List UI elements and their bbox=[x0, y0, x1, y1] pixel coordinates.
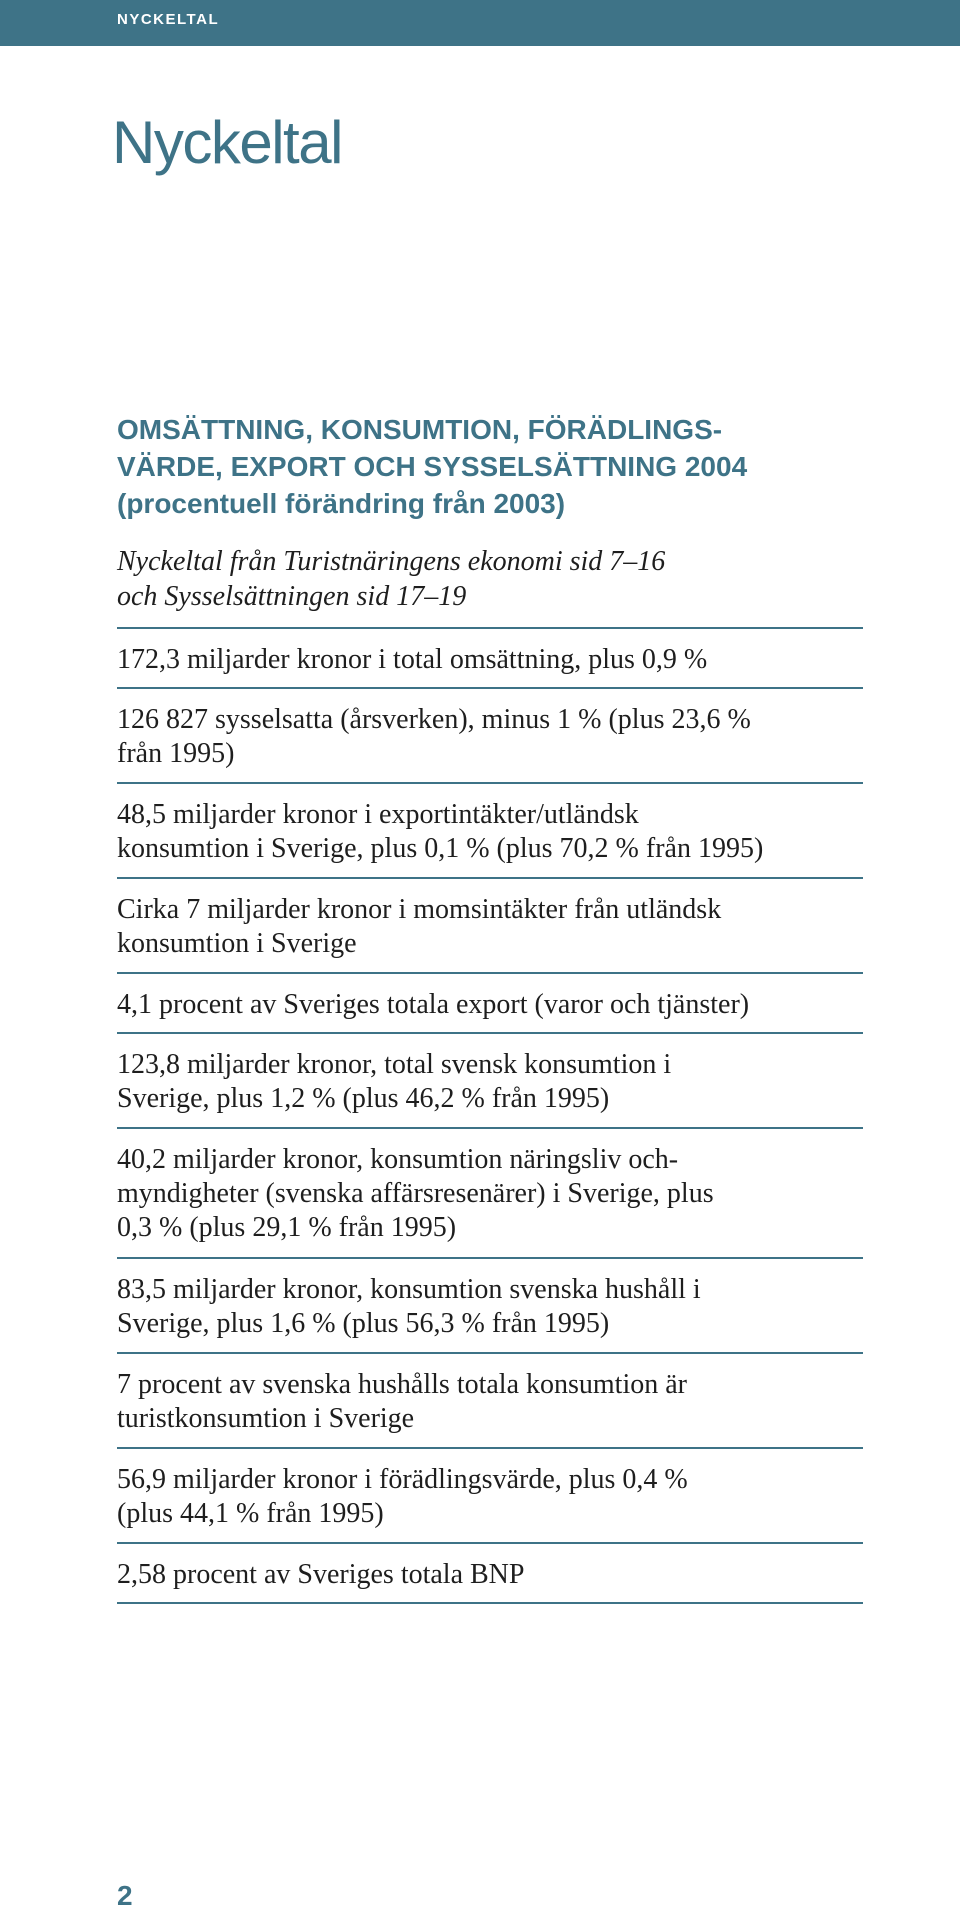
section-label: NYCKELTAL bbox=[117, 11, 220, 28]
key-figure-line: 40,2 miljarder kronor, konsumtion näringsliv och- bbox=[117, 1144, 679, 1175]
key-figure-item bbox=[117, 1129, 863, 1259]
section-heading-line: VÄRDE, EXPORT OCH SYSSELSÄTTNING 2004 bbox=[117, 451, 748, 482]
key-figure-line: Sverige, plus 1,2 % (plus 46,2 % från 1995) bbox=[117, 1083, 610, 1114]
key-figure-item bbox=[117, 879, 863, 974]
key-figure-line: konsumtion i Sverige bbox=[117, 928, 357, 959]
key-figure-item bbox=[117, 1259, 863, 1354]
page-number: 2 bbox=[117, 1880, 133, 1911]
key-figure-line: 172,3 miljarder kronor i total omsättning, plus 0,9 % bbox=[117, 644, 708, 675]
key-figure-line: från 1995) bbox=[117, 738, 235, 769]
key-figure-line: 48,5 miljarder kronor i exportintäkter/utländsk bbox=[117, 799, 639, 830]
key-figure-line: Sverige, plus 1,6 % (plus 56,3 % från 1995) bbox=[117, 1308, 610, 1339]
section-heading bbox=[117, 411, 877, 522]
source-note bbox=[117, 544, 665, 614]
key-figure-line: 123,8 miljarder kronor, total svensk konsumtion i bbox=[117, 1049, 672, 1080]
key-figure-line: turistkonsumtion i Sverige bbox=[117, 1403, 415, 1434]
key-figure-item bbox=[117, 974, 863, 1034]
key-figure-line: 4,1 procent av Sveriges totala export (varor och tjänster) bbox=[117, 989, 750, 1020]
key-figures-list bbox=[117, 627, 863, 1604]
key-figure-line: Cirka 7 miljarder kronor i momsintäkter från utländsk bbox=[117, 894, 722, 925]
key-figure-item bbox=[117, 689, 863, 784]
key-figure-item bbox=[117, 784, 863, 879]
source-note-line: Nyckeltal från Turistnäringens ekonomi sid 7–16 bbox=[117, 546, 666, 577]
page-title: Nyckeltal bbox=[112, 109, 342, 176]
key-figure-line: 7 procent av svenska hushålls totala konsumtion är bbox=[117, 1369, 687, 1400]
key-figure-line: 2,58 procent av Sveriges totala BNP bbox=[117, 1559, 525, 1590]
key-figure-line: 56,9 miljarder kronor i förädlingsvärde, plus 0,4 % bbox=[117, 1464, 688, 1495]
key-figure-line: konsumtion i Sverige, plus 0,1 % (plus 70,2 % från 1995) bbox=[117, 833, 764, 864]
header-bar bbox=[0, 0, 960, 46]
key-figure-line: (plus 44,1 % från 1995) bbox=[117, 1498, 384, 1529]
section-heading-line: OMSÄTTNING, KONSUMTION, FÖRÄDLINGS- bbox=[117, 414, 723, 445]
key-figure-line: 83,5 miljarder kronor, konsumtion svenska hushåll i bbox=[117, 1274, 701, 1305]
key-figure-item bbox=[117, 1034, 863, 1129]
section-heading-line: (procentuell förändring från 2003) bbox=[117, 488, 566, 519]
key-figure-item bbox=[117, 1354, 863, 1449]
key-figure-item bbox=[117, 629, 863, 689]
key-figure-line: 126 827 sysselsatta (årsverken), minus 1 % (plus 23,6 % bbox=[117, 704, 751, 735]
key-figure-item bbox=[117, 1544, 863, 1604]
key-figure-line: 0,3 % (plus 29,1 % från 1995) bbox=[117, 1212, 457, 1243]
source-note-line: och Sysselsättningen sid 17–19 bbox=[117, 581, 467, 612]
key-figure-item bbox=[117, 1449, 863, 1544]
key-figure-line: myndigheter (svenska affärsresenärer) i Sverige, plus bbox=[117, 1178, 714, 1209]
